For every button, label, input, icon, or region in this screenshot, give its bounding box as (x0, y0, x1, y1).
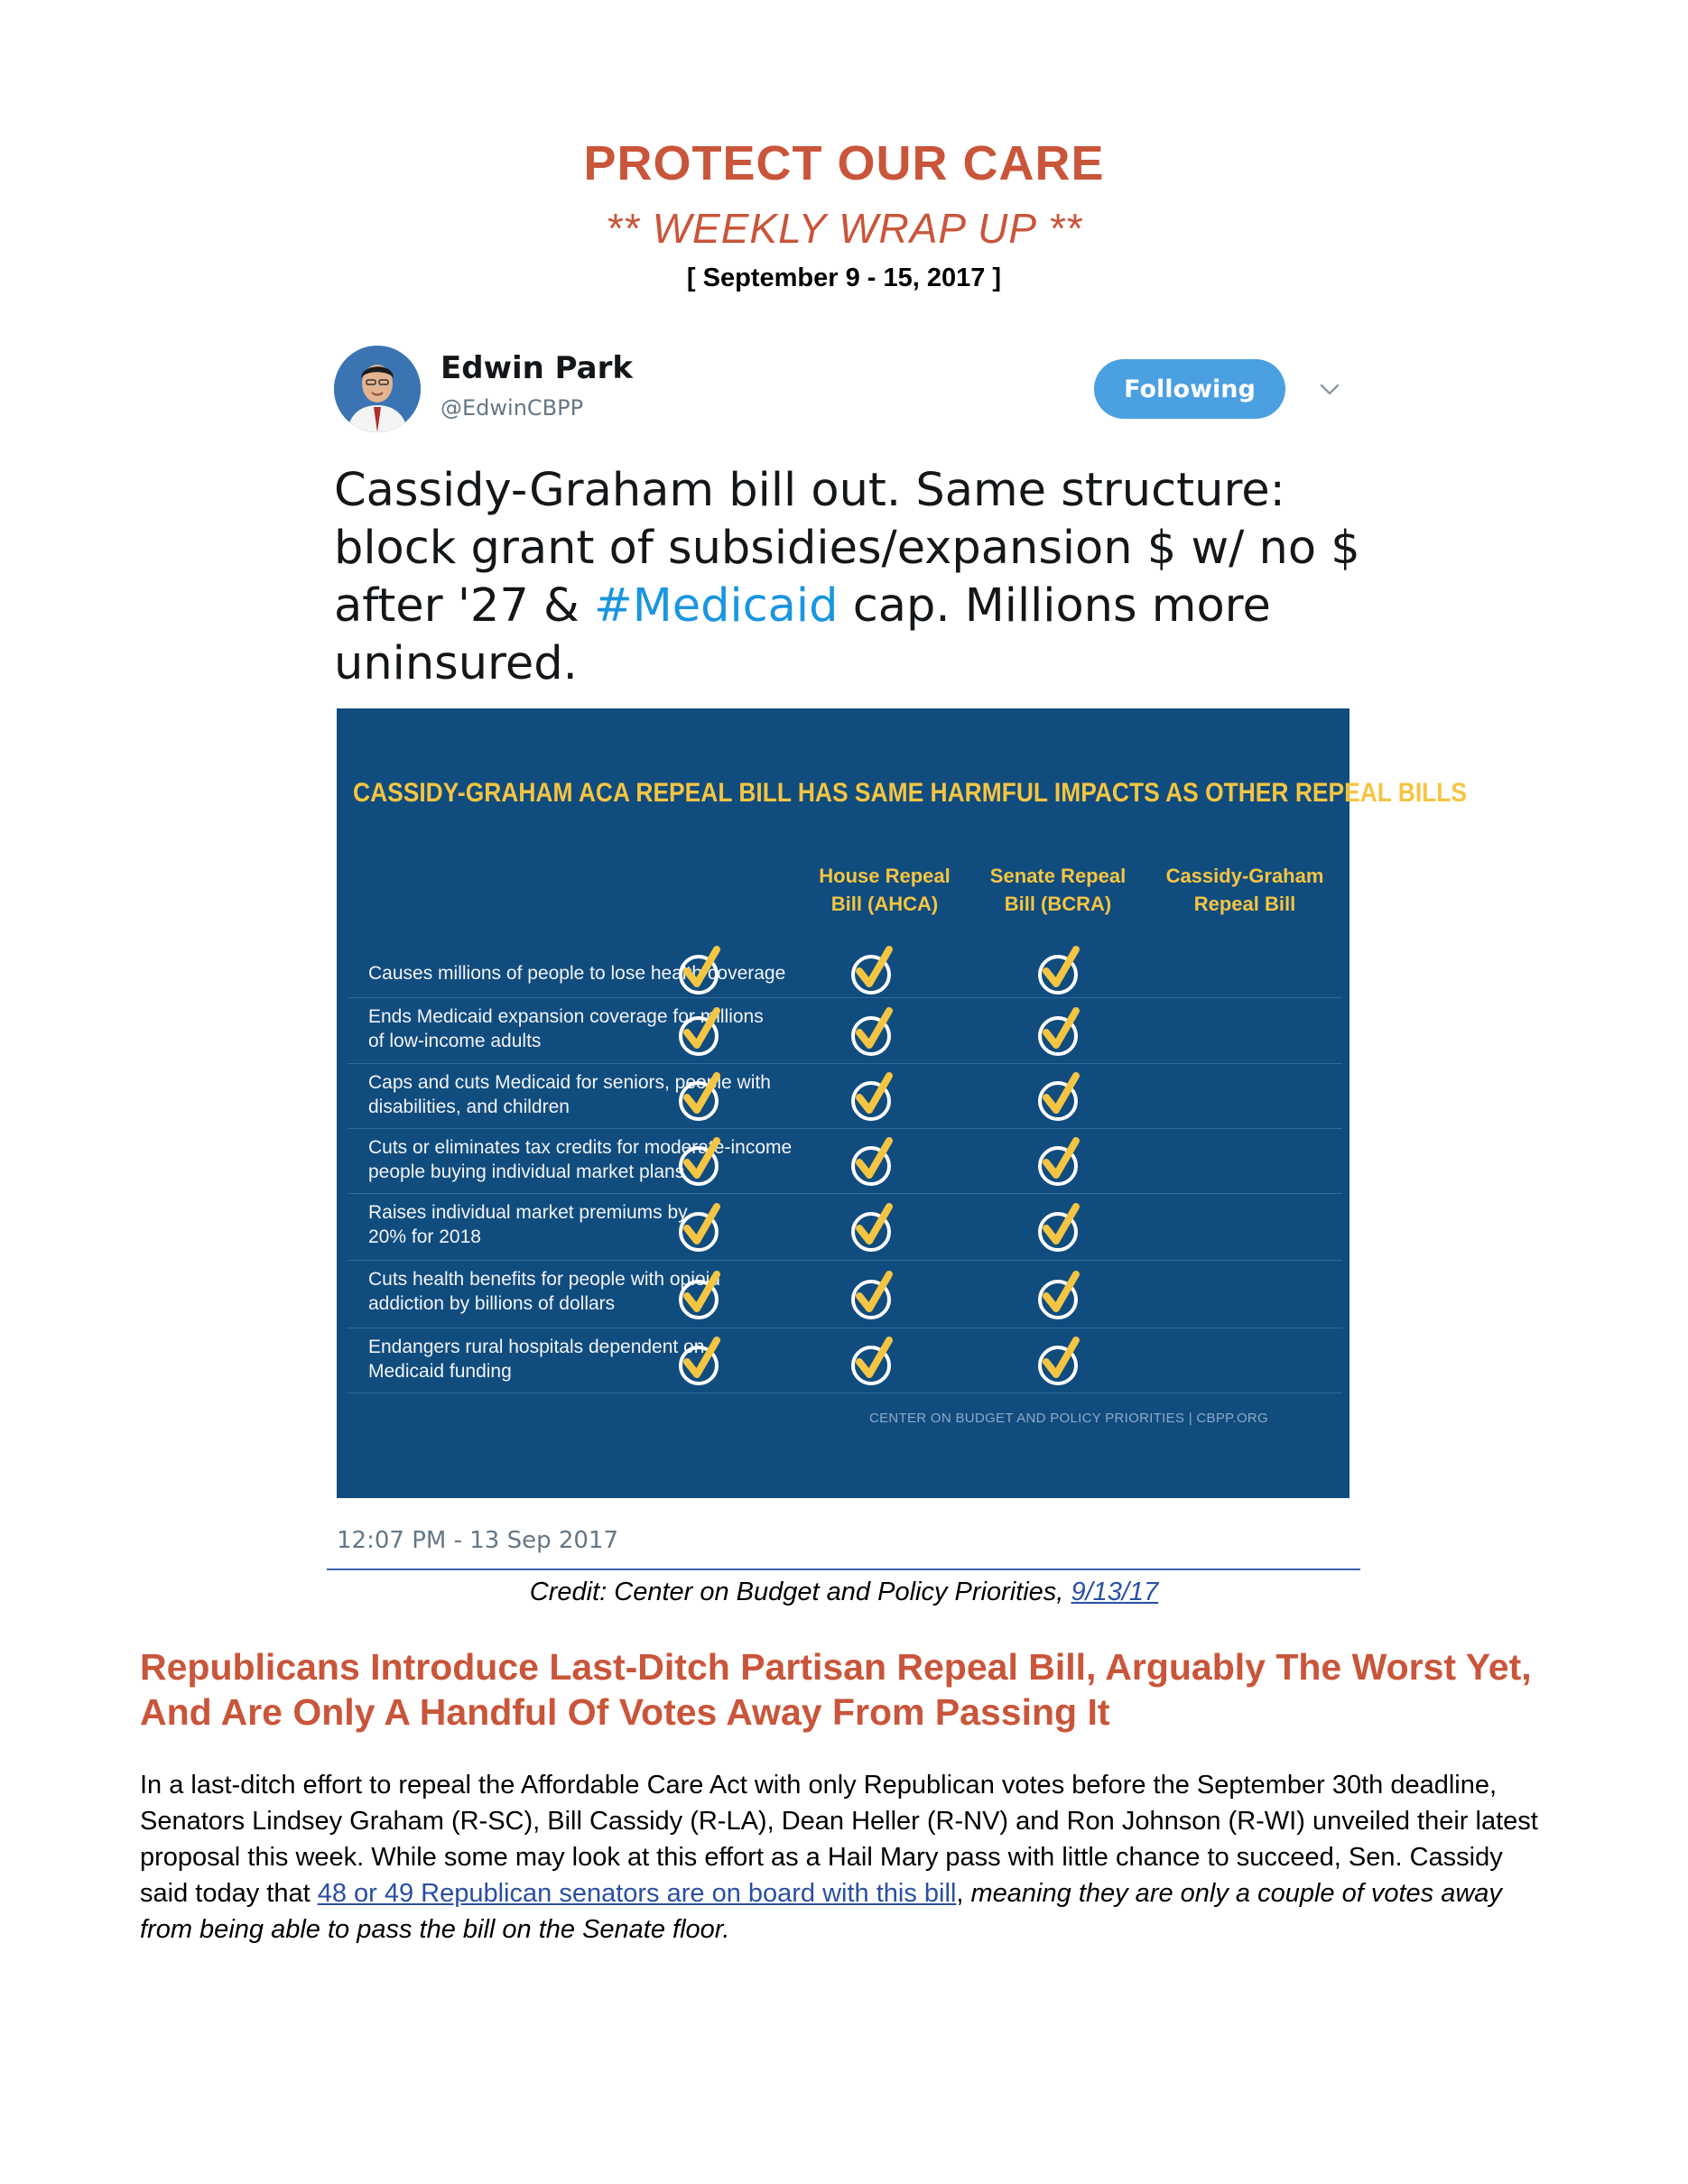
date-range: [ September 9 - 15, 2017 ] (686, 264, 1002, 292)
check-circle-icon (1036, 1005, 1087, 1060)
column-header-house-line2: Bill (AHCA) (830, 893, 939, 915)
check-circle-icon (1036, 1201, 1087, 1255)
check-circle-icon (849, 944, 900, 998)
column-header-cassidy-line1: Cassidy-Graham (1165, 865, 1324, 887)
impact-row-label-line1: Causes millions of people to lose health coverage (368, 963, 786, 984)
impact-row-label-line1: Cuts or eliminates tax credits for moderate-income (368, 1137, 793, 1158)
impact-row (348, 1128, 1342, 1194)
tweet-timestamp[interactable]: 12:07 PM - 13 Sep 2017 (337, 1527, 618, 1554)
impact-row-label-line2: of low-income adults (368, 1031, 542, 1051)
impact-row-label-line2: disabilities, and children (368, 1097, 570, 1117)
tweet-text-end: cap. Millions more uninsured. (334, 579, 1271, 690)
impact-row-label (368, 1200, 688, 1249)
impact-row-label (368, 1335, 704, 1384)
avatar[interactable] (334, 346, 421, 432)
tweet-text (334, 462, 1372, 693)
tweet-image-infographic[interactable] (337, 708, 1468, 1498)
avatar-image (334, 346, 421, 432)
impact-row (348, 1193, 1342, 1261)
column-header-house-line1: House Repeal (819, 865, 951, 887)
tweet-author-name[interactable]: Edwin Park (441, 350, 633, 386)
hashtag-link[interactable]: #Medicaid (593, 579, 839, 633)
check-circle-icon (677, 1201, 728, 1255)
column-header-house (803, 862, 966, 918)
body-text-comma: , (956, 1879, 971, 1908)
check-circle-icon (849, 1335, 900, 1389)
senators-on-board-link[interactable]: 48 or 49 Republican senators are on board with this bill (317, 1879, 957, 1908)
column-header-cassidy-graham (1164, 862, 1326, 918)
column-header-senate-line2: Bill (BCRA) (1004, 893, 1112, 915)
check-circle-icon (677, 1070, 728, 1124)
column-header-senate-line1: Senate Repeal (989, 865, 1127, 887)
impact-row-label-line1: Ends Medicaid expansion coverage for millions (368, 1006, 764, 1027)
check-circle-icon (1036, 1269, 1087, 1323)
check-circle-icon (677, 1135, 728, 1189)
section-heading: Republicans Introduce Last-Ditch Partisan Repeal Bill, Arguably The Worst Yet, And Are Only A Handful Of Votes Away From Passing It (140, 1646, 1532, 1733)
check-circle-icon (849, 1135, 900, 1189)
check-circle-icon (849, 1070, 900, 1124)
column-header-senate (977, 862, 1139, 918)
following-button[interactable]: Following (1094, 359, 1285, 419)
credit-text: Credit: Center on Budget and Policy Priorities, (529, 1578, 1071, 1606)
impact-row (348, 1260, 1342, 1328)
impact-row-label-line1: Caps and cuts Medicaid for seniors, people with (368, 1072, 771, 1093)
tweet-author-handle[interactable]: @EdwinCBPP (441, 395, 584, 421)
impact-row (348, 1063, 1342, 1129)
divider (327, 1569, 1360, 1570)
check-circle-icon (677, 1269, 728, 1323)
document-subtitle: ** WEEKLY WRAP UP ** (606, 205, 1082, 252)
check-circle-icon (849, 1201, 900, 1255)
impact-row (348, 997, 1342, 1064)
chevron-down-icon[interactable] (1318, 377, 1341, 401)
section-body (140, 1767, 1548, 1948)
check-circle-icon (1036, 1135, 1087, 1189)
impact-row-label-line2: Medicaid funding (368, 1361, 512, 1382)
check-circle-icon (849, 1005, 900, 1060)
impact-row-label-line2: people buying individual market plans (368, 1161, 685, 1182)
check-circle-icon (677, 1005, 728, 1060)
credit-date-link[interactable]: 9/13/17 (1071, 1578, 1159, 1606)
body-text-italic: meaning they are only a couple of votes away from being able to pass the bill on the Senate floor. (140, 1879, 1502, 1944)
impact-row-label-line1: Endangers rural hospitals dependent on (368, 1337, 705, 1357)
impact-row-label (368, 1267, 720, 1316)
document-title: PROTECT OUR CARE (583, 136, 1105, 190)
impact-row-label (368, 1135, 792, 1184)
tweet-text-start: Cassidy-Graham bill out. Same structure: block grant of subsidies/expansion $ w/ no $ after '27 & (334, 464, 1360, 633)
impact-row-label-line1: Cuts health benefits for people with opioid (368, 1269, 720, 1290)
column-header-cassidy-line2: Repeal Bill (1193, 893, 1296, 915)
infographic-title: CASSIDY-GRAHAM ACA REPEAL BILL HAS SAME HARMFUL IMPACTS AS OTHER REPEAL BILLS (353, 778, 1468, 808)
image-credit (0, 1578, 1688, 1607)
impact-row-label-line1: Raises individual market premiums by (368, 1202, 688, 1223)
check-circle-icon (1036, 1070, 1087, 1124)
impact-row-label-line2: addiction by billions of dollars (368, 1293, 616, 1314)
impact-row (348, 941, 1342, 998)
body-text: In a last-ditch effort to repeal the Affordable Care Act with only Republican votes before the September 30th deadline, Senators Lindsey Graham (R-SC), Bill Cassidy (R-LA), Dean Heller (R-NV) and Ron Johnson (R-WI) unveiled their latest proposal this week. While some may look at this effort as a Hail Mary pass with little chance to succeed, Sen. Cassidy said today that (140, 1771, 1538, 1908)
check-circle-icon (677, 1335, 728, 1389)
infographic-credit: CENTER ON BUDGET AND POLICY PRIORITIES | CBPP.ORG (869, 1411, 1269, 1426)
check-circle-icon (1036, 1335, 1087, 1389)
check-circle-icon (1036, 944, 1087, 998)
check-circle-icon (849, 1269, 900, 1323)
check-circle-icon (677, 944, 728, 998)
impact-row-label-line2: 20% for 2018 (368, 1226, 481, 1247)
impact-row (348, 1328, 1342, 1393)
